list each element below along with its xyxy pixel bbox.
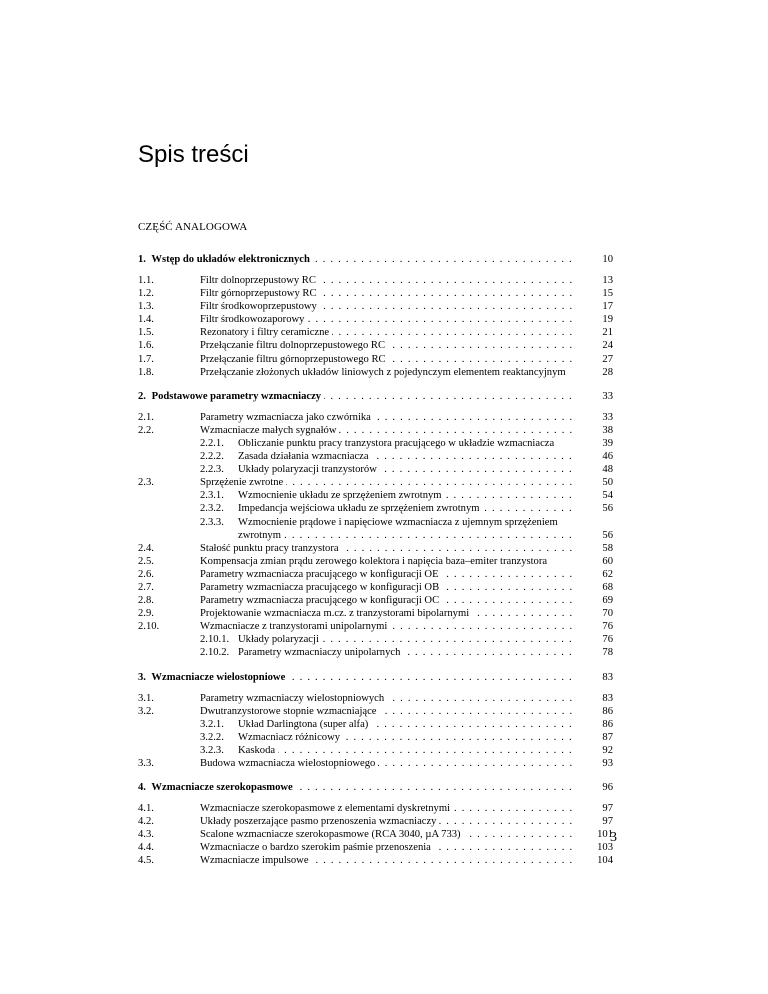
toc-page-number: 15 xyxy=(602,288,613,300)
toc-chapter[interactable] xyxy=(138,670,613,686)
toc-entry-title xyxy=(238,731,573,744)
toc-entry-text: Parametry wzmacniacza jako czwórnika xyxy=(200,412,374,423)
toc-entry-text: Przełączanie złożonych układów liniowych z pojedynczym elementem reaktancyjnym xyxy=(200,367,569,378)
toc-entry-number: 2.2. xyxy=(138,424,154,436)
toc-entry-number: 1. xyxy=(138,254,149,265)
toc-entry-number: 2.3.2. xyxy=(200,503,224,515)
toc-page-number: 76 xyxy=(602,621,613,633)
toc-entry-title xyxy=(138,252,573,268)
toc-entry-text: Stałość punktu pracy tranzystora xyxy=(200,543,342,554)
toc-page-number: 39 xyxy=(602,437,613,449)
toc-entry[interactable] xyxy=(138,568,613,581)
toc-entry-title xyxy=(200,287,573,300)
toc-entry-title xyxy=(138,670,573,686)
toc-entry-text: Wstęp do układów elektronicznych xyxy=(151,254,312,265)
toc-page-number: 13 xyxy=(602,275,613,286)
toc-entry-number: 1.1. xyxy=(138,275,154,286)
toc-entry-number: 1.3. xyxy=(138,301,154,313)
toc-entry-text: Projektowanie wzmacniacza m.cz. z tranzystorami bipolarnymi xyxy=(200,608,472,619)
toc-entry[interactable] xyxy=(138,463,613,476)
toc-entry-number: 1.7. xyxy=(138,353,154,365)
toc-entry[interactable] xyxy=(138,313,613,326)
toc-page-number: 17 xyxy=(602,301,613,313)
toc-entry[interactable] xyxy=(138,731,613,744)
toc-entry[interactable] xyxy=(138,437,613,450)
toc-entry-text: Wzmacniacze z tranzystorami unipolarnymi xyxy=(200,621,390,632)
toc-entry-text: Scalone wzmacniacze szerokopasmowe (RCA 3040, µA 733) xyxy=(200,829,464,840)
toc-entry[interactable] xyxy=(138,542,613,555)
toc-entry-number: 2.5. xyxy=(138,555,154,567)
toc-entry-title xyxy=(200,424,573,437)
toc-entry-text: Wzmacniacze małych sygnałów xyxy=(200,425,339,436)
toc-page-number: 33 xyxy=(602,390,613,402)
toc-entry-title xyxy=(200,607,573,620)
toc-page-number: 93 xyxy=(602,758,613,769)
toc-entry-text: Wzmocnienie układu ze sprzężeniem zwrotnym xyxy=(238,490,445,501)
toc-page-number: 78 xyxy=(602,647,613,659)
toc-page-number: 46 xyxy=(602,451,613,463)
toc-page-number: 83 xyxy=(602,671,613,683)
toc-entry-text: Sprzężenie zwrotne xyxy=(200,477,286,488)
toc-entry-title xyxy=(200,300,573,313)
toc-entry-title xyxy=(200,802,573,815)
toc-entry-text: Układy polaryzacji xyxy=(238,634,322,645)
toc-entry-number: 2.2.2. xyxy=(200,451,224,463)
toc-entry-number: 2.7. xyxy=(138,581,154,593)
toc-entry[interactable] xyxy=(138,841,613,854)
toc-entry-text: Filtr środkowozaporowy xyxy=(200,314,307,325)
toc-entry-text: Parametry wzmacniacza pracującego w konfiguracji OB xyxy=(200,582,442,593)
toc-page-number: 68 xyxy=(602,581,613,593)
toc-entry-title xyxy=(200,313,573,326)
toc-entry-text: Wzmacniacze szerokopasmowe z elementami dyskretnymi xyxy=(200,803,453,814)
toc-page-number: 56 xyxy=(602,529,613,541)
toc-page-number: 48 xyxy=(602,464,613,476)
toc-entry[interactable] xyxy=(138,529,613,542)
toc-page-number: 33 xyxy=(602,411,613,423)
toc-entry-number: 2.2.3. xyxy=(200,464,224,476)
toc-entry-number: 2.9. xyxy=(138,608,154,620)
toc-entry-text: Filtr górnoprzepustowy RC xyxy=(200,288,320,299)
toc-entry-title xyxy=(238,633,573,646)
toc-entry-number: 4.2. xyxy=(138,816,154,828)
page-number: 3 xyxy=(610,830,617,845)
toc-entry-number: 1.8. xyxy=(138,366,154,378)
toc-entry-title xyxy=(200,411,573,424)
toc-entry[interactable] xyxy=(138,581,613,594)
toc-entry[interactable] xyxy=(138,326,613,339)
toc-entry-text: Wzmocnienie prądowe i napięciowe wzmacniacza z ujemnym sprzężeniem xyxy=(238,517,561,528)
toc-page-number: 70 xyxy=(602,608,613,620)
toc-entry-number: 2.3.1. xyxy=(200,490,224,502)
toc-page-number: 50 xyxy=(602,477,613,489)
toc-entry-text: Parametry wzmacniaczy wielostopniowych xyxy=(200,693,387,704)
toc-entry-title xyxy=(138,780,573,796)
toc-entry[interactable] xyxy=(138,476,613,489)
part-heading: CZĘŚĆ ANALOGOWA xyxy=(138,221,248,233)
toc-entry-title xyxy=(238,437,573,450)
toc-entry[interactable] xyxy=(138,353,613,366)
toc-entry-number: 2.3. xyxy=(138,477,154,489)
toc-entry-text: Filtr środkowoprzepustowy xyxy=(200,301,320,312)
toc-page-number: 21 xyxy=(602,327,613,339)
toc-entry[interactable] xyxy=(138,815,613,828)
toc-page-number: 24 xyxy=(602,340,613,352)
toc-entry-title xyxy=(200,705,573,718)
toc-page-number: 96 xyxy=(602,782,613,794)
toc-page-number: 86 xyxy=(602,718,613,730)
toc-entry[interactable] xyxy=(138,287,613,300)
toc-entry-number: 2.4. xyxy=(138,542,154,554)
toc-entry-title xyxy=(200,854,573,867)
toc-entry[interactable] xyxy=(138,744,613,757)
toc-entry-title xyxy=(238,516,573,529)
toc-entry[interactable] xyxy=(138,692,613,705)
toc-entry[interactable] xyxy=(138,502,613,515)
toc-entry-number: 4.5. xyxy=(138,855,154,867)
toc-page-number: 104 xyxy=(597,855,613,867)
toc-entry-text: Parametry wzmacniaczy unipolarnych xyxy=(238,647,403,658)
toc-page-number: 62 xyxy=(602,568,613,580)
toc-entry-text: Parametry wzmacniacza pracującego w konfiguracji OC xyxy=(200,595,442,606)
toc-entry-number: 2.1. xyxy=(138,411,154,423)
toc-entry-title xyxy=(238,463,573,476)
toc-entry-number: 3.3. xyxy=(138,758,154,769)
toc-entry-title xyxy=(238,529,573,542)
toc-entry-title xyxy=(238,489,573,502)
toc-entry[interactable] xyxy=(138,594,613,607)
toc-chapter[interactable] xyxy=(138,252,613,268)
toc-entry-title xyxy=(200,757,573,770)
toc-entry-number: 2.10.1. xyxy=(200,634,230,646)
toc-entry-title xyxy=(238,450,573,463)
toc-entry-text: Wzmacniacze o bardzo szerokim paśmie przenoszenia xyxy=(200,842,434,853)
toc-entry[interactable] xyxy=(138,411,613,424)
toc-entry-text: zwrotnym xyxy=(238,530,284,541)
toc-page-number: 97 xyxy=(602,816,613,828)
toc-entry-text: Wzmacniacze szerokopasmowe xyxy=(151,782,295,793)
toc-entry[interactable] xyxy=(138,555,613,568)
toc-page-number: 60 xyxy=(602,555,613,567)
toc-entry[interactable] xyxy=(138,718,613,731)
toc-entry-title xyxy=(200,542,573,555)
toc-entry[interactable] xyxy=(138,633,613,646)
toc-entry[interactable] xyxy=(138,802,613,815)
toc-entry-title xyxy=(200,366,573,379)
toc-entry-number: 3. xyxy=(138,672,149,683)
toc-entry-title xyxy=(200,339,573,352)
toc-entry[interactable] xyxy=(138,854,613,867)
toc-page-number: 56 xyxy=(602,503,613,515)
toc-entry-text: Obliczanie punktu pracy tranzystora pracującego w układzie wzmacniacza xyxy=(238,438,557,449)
toc-entry[interactable] xyxy=(138,450,613,463)
toc-entry-title xyxy=(200,828,573,841)
toc-entry-number: 2.10.2. xyxy=(200,647,230,659)
toc-entry-title xyxy=(238,744,573,757)
toc-entry-number: 1.4. xyxy=(138,314,154,326)
toc-page-number: 69 xyxy=(602,595,613,607)
toc-entry-title xyxy=(200,620,573,633)
toc-page-number: 76 xyxy=(602,634,613,646)
toc-entry[interactable] xyxy=(138,607,613,620)
toc-entry-number: 2. xyxy=(138,391,149,402)
toc-entry-number: 1.2. xyxy=(138,288,154,300)
toc-entry-text: Budowa wzmacniacza wielostopniowego xyxy=(200,758,378,769)
toc-entry-number: 3.1. xyxy=(138,692,154,704)
toc-entry-number: 1.5. xyxy=(138,327,154,339)
toc-entry-number: 2.2.1. xyxy=(200,437,224,449)
toc-entry-title xyxy=(200,841,573,854)
toc-entry-text: Filtr dolnoprzepustowy RC xyxy=(200,275,319,286)
toc-entry-number: 2.8. xyxy=(138,595,154,607)
toc-entry-text: Układy polaryzacji tranzystorów xyxy=(238,464,380,475)
toc-entry-text: Dwutranzystorowe stopnie wzmacniające xyxy=(200,706,380,717)
toc-page-number: 19 xyxy=(602,314,613,326)
toc-entry[interactable] xyxy=(138,646,613,659)
toc-entry[interactable] xyxy=(138,705,613,718)
toc-page-number: 92 xyxy=(602,744,613,756)
toc-entry-text: Układy poszerzające pasmo przenoszenia wzmacniaczy xyxy=(200,816,439,827)
toc-entry-number: 4.1. xyxy=(138,803,154,815)
toc-chapter[interactable] xyxy=(138,780,613,796)
toc-entry-title xyxy=(200,555,573,568)
toc-entry-text: Rezonatory i filtry ceramiczne xyxy=(200,327,332,338)
toc-page-number: 58 xyxy=(602,542,613,554)
toc-chapter[interactable] xyxy=(138,389,613,405)
toc-entry[interactable] xyxy=(138,300,613,313)
toc-page-number: 101 xyxy=(597,829,613,841)
toc-entry-title xyxy=(200,353,573,366)
toc-entry-number: 1.6. xyxy=(138,340,154,352)
toc-entry-title xyxy=(200,692,573,705)
toc-entry[interactable] xyxy=(138,424,613,437)
toc-entry-text: Zasada działania wzmacniacza xyxy=(238,451,372,462)
toc-page-number: 97 xyxy=(602,803,613,815)
toc-entry[interactable] xyxy=(138,516,613,529)
toc-entry-title xyxy=(200,476,573,489)
toc-entry-text: Wzmacniacze impulsowe xyxy=(200,855,312,866)
toc-entry-text: Przełączanie filtru dolnoprzepustowego RC xyxy=(200,340,388,351)
toc-page-number: 38 xyxy=(602,424,613,436)
toc-entry-number: 4. xyxy=(138,782,149,793)
toc-entry-title xyxy=(200,274,573,287)
toc-entry-title xyxy=(200,581,573,594)
toc-entry-title xyxy=(200,568,573,581)
toc-entry-number: 4.4. xyxy=(138,842,154,854)
toc-entry-number: 2.6. xyxy=(138,568,154,580)
toc-entry-number: 2.3.3. xyxy=(200,516,224,528)
toc-entry-number: 4.3. xyxy=(138,829,154,841)
toc-entry-title xyxy=(200,326,573,339)
toc-page-number: 54 xyxy=(602,490,613,502)
toc-entry[interactable] xyxy=(138,366,613,379)
toc-entry-title xyxy=(238,646,573,659)
toc-page-number: 87 xyxy=(602,731,613,743)
toc-entry-title xyxy=(138,389,573,405)
toc-entry-number: 3.2.2. xyxy=(200,731,224,743)
toc-entry[interactable] xyxy=(138,757,613,770)
toc-page-number: 28 xyxy=(602,366,613,378)
toc-entry-title xyxy=(238,718,573,731)
toc-entry[interactable] xyxy=(138,274,613,287)
toc-entry-title xyxy=(200,815,573,828)
page-title: Spis treści xyxy=(138,141,249,168)
toc-entry-text: Kompensacja zmian prądu zerowego kolektora i napięcia baza–emiter tranzystora xyxy=(200,556,550,567)
toc-entry-text: Układ Darlingtona (super alfa) xyxy=(238,719,371,730)
toc-page-number: 86 xyxy=(602,705,613,717)
toc-page-number: 83 xyxy=(602,692,613,704)
toc-entry-number: 2.10. xyxy=(138,621,160,633)
toc-entry-title xyxy=(200,594,573,607)
toc-entry-text: Impedancja wejściowa układu ze sprzężeniem zwrotnym xyxy=(238,503,483,514)
toc-entry[interactable] xyxy=(138,339,613,352)
toc-entry[interactable] xyxy=(138,828,613,841)
toc-entry-text: Podstawowe parametry wzmacniaczy xyxy=(152,391,324,402)
toc-entry-text: Wzmacniacze wielostopniowe xyxy=(151,672,288,683)
toc-entry-title xyxy=(238,502,573,515)
toc-page-number: 103 xyxy=(597,842,613,854)
toc-entry[interactable] xyxy=(138,489,613,502)
toc-entry-text: Parametry wzmacniacza pracującego w konfiguracji OE xyxy=(200,569,442,580)
toc-entry-number: 3.2.3. xyxy=(200,744,224,756)
toc-page-number: 10 xyxy=(602,254,613,265)
toc-entry-text: Przełączanie filtru górnoprzepustowego RC xyxy=(200,354,389,365)
toc-page-number: 27 xyxy=(602,353,613,365)
table-of-contents xyxy=(138,252,613,868)
toc-entry-number: 3.2. xyxy=(138,705,154,717)
toc-entry-text: Kaskoda xyxy=(238,745,278,756)
toc-entry-text: Wzmacniacz różnicowy xyxy=(238,732,343,743)
toc-entry-number: 3.2.1. xyxy=(200,718,224,730)
toc-entry[interactable] xyxy=(138,620,613,633)
